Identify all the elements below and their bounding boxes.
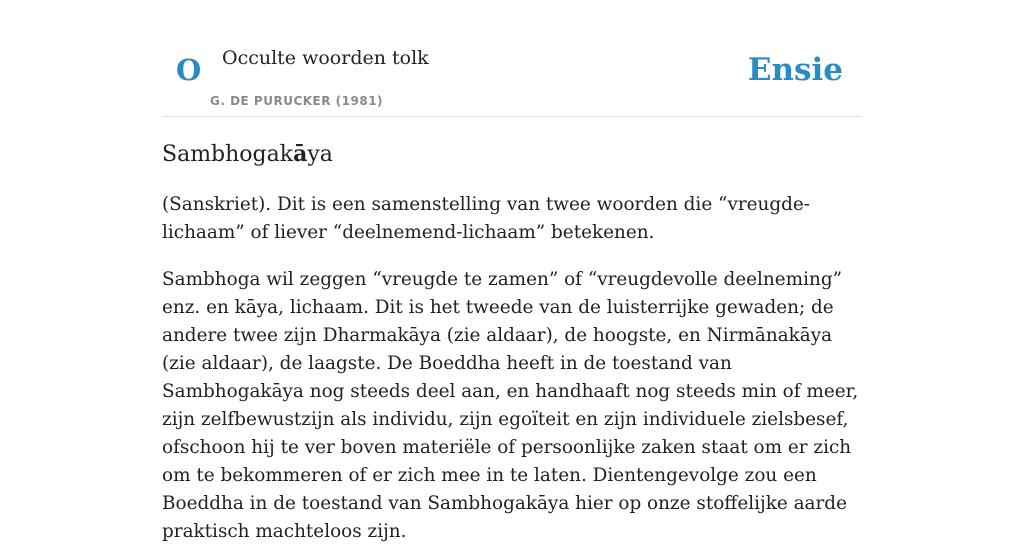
entry-term-start: Sambhogak — [162, 142, 294, 167]
book-author: G. DE PURUCKER (1981) — [210, 94, 384, 108]
book-title-link[interactable]: Occulte woorden tolk — [222, 47, 429, 69]
entry-term-end: ya — [307, 142, 333, 167]
entry-paragraph: (Sanskriet). Dit is een samenstelling van twee woorden die “vreugde-lichaam” of liever “deelnemend-lichaam” betekenen. — [162, 194, 811, 243]
entry-paragraph: Sambhoga wil zeggen “vreugde te zamen” of “vreugdevolle deelneming” enz. en kāya, lichaam. Dit is het tweede van de luisterrijke gewaden; de andere twee zijn Dharmakāya (zie aldaar), de hoogste, en Nirmānakāya (zie aldaar), de laagste. De Boeddha heeft in de toestand van Sambhogakāya nog steeds deel aan, en handhaaft nog steeds min of meer, zijn zelfbewustzijn als individu, zijn egoïteit en zijn individuele zielsbesef, ofschoon hij te ver boven materiële of persoonlijke zaken staat om er zich om te bekommeren of er zich mee in te laten. Dientengevolge zou een Boeddha in de toestand van Sambhogakāya hier op onze stoffelijke aarde praktisch machteloos zijn. — [162, 269, 859, 542]
header — [162, 0, 862, 117]
entry-content — [162, 138, 862, 546]
letter-index-link[interactable]: O — [176, 53, 202, 87]
entry-term — [162, 138, 862, 171]
entry-term-accent: ā — [293, 141, 308, 167]
ensie-logo-link[interactable]: Ensie — [747, 52, 843, 88]
